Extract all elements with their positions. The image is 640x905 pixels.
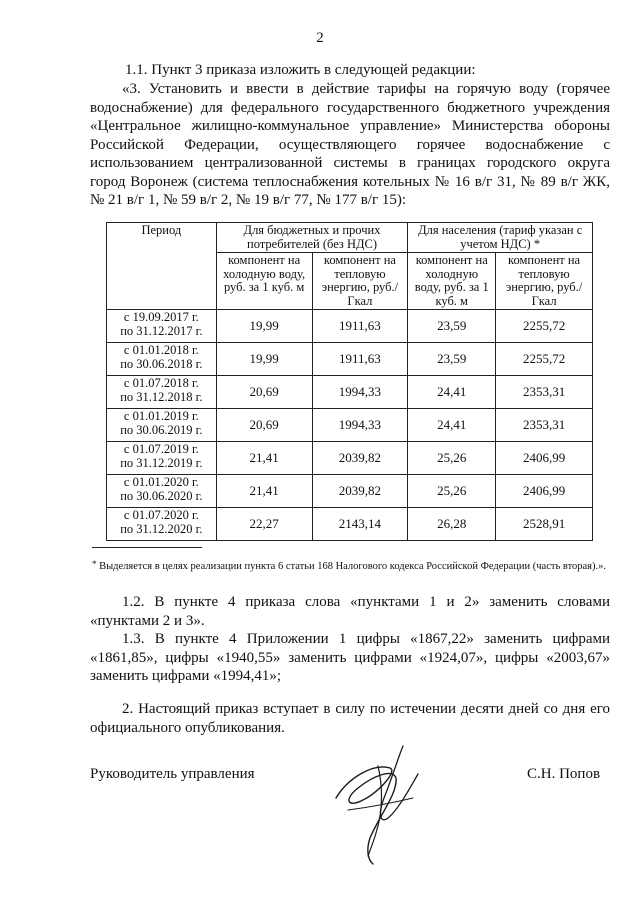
heat-population-cell: 2528,91 — [496, 508, 593, 541]
paragraph-3-text — [90, 80, 610, 210]
header-heat-population: компонент на тепловую энергию, руб./Гкал — [496, 253, 593, 310]
paragraph-1-1: 1.1. Пункт 3 приказа изложить в следующей редакции: — [125, 62, 476, 78]
heat-budget-cell: 1994,33 — [312, 409, 408, 442]
paragraph-1-3-line: 1.3. В пункте 4 Приложении 1 цифры «1867,22» заменить цифрами — [122, 631, 610, 647]
table-row — [107, 343, 593, 376]
period-start: с 01.01.2018 г. — [123, 343, 199, 357]
paragraph-3-line: «Центральное жилищно-коммунальное управление» Министерства обороны — [90, 118, 610, 134]
heat-budget-cell: 1994,33 — [312, 376, 408, 409]
heat-budget-cell: 2039,82 — [312, 442, 408, 475]
paragraph-1-3-line: «1861,85», цифры «1940,55» заменить цифрами «1924,07», цифры «2003,67» — [90, 649, 610, 666]
heat-budget-cell: 1911,63 — [312, 310, 408, 343]
paragraph-3-line: № 21 в/г 1, № 59 в/г 2, № 19 в/г 77, № 177 в/г 15): — [90, 192, 407, 208]
heat-population-cell: 2353,31 — [496, 376, 593, 409]
cold-budget-cell: 20,69 — [216, 409, 312, 442]
tariff-table — [106, 222, 593, 541]
cold-population-cell: 26,28 — [408, 508, 496, 541]
period-cell — [107, 409, 217, 442]
period-start: с 01.07.2018 г. — [123, 376, 199, 390]
footnote-divider — [92, 547, 202, 548]
period-start: с 01.01.2019 г. — [123, 409, 199, 423]
cold-population-cell: 23,59 — [408, 343, 496, 376]
table-row — [107, 442, 593, 475]
period-cell — [107, 310, 217, 343]
period-cell — [107, 475, 217, 508]
paragraph-3-line: «3. Установить и ввести в действие тарифы на горячую воду (горячее — [122, 81, 610, 97]
paragraph-3-line: водоснабжение) для федерального государственного бюджетного учреждения — [90, 99, 610, 116]
cold-population-cell: 23,59 — [408, 310, 496, 343]
cold-population-cell: 24,41 — [408, 376, 496, 409]
paragraph-2-line: 2. Настоящий приказ вступает в силу по истечении десяти дней со дня его — [122, 701, 610, 717]
period-end: по 30.06.2019 г. — [120, 422, 203, 437]
heat-population-cell: 2255,72 — [496, 310, 593, 343]
period-cell — [107, 442, 217, 475]
signatory-name: С.Н. Попов — [527, 766, 601, 782]
paragraph-2-line: официального опубликования. — [90, 719, 285, 736]
period-end: по 31.12.2020 г. — [120, 521, 203, 536]
heat-budget-cell: 2039,82 — [312, 475, 408, 508]
cold-budget-cell: 20,69 — [216, 376, 312, 409]
header-cold-budget: компонент на холодную воду, руб. за 1 куб. м — [216, 253, 312, 310]
header-budget-group: Для бюджетных и прочих потребителей (без НДС) — [216, 223, 408, 253]
period-end: по 31.12.2018 г. — [120, 389, 203, 404]
signatory-title: Руководитель управления — [90, 766, 255, 782]
period-end: по 31.12.2017 г. — [120, 323, 203, 338]
handwritten-signature — [318, 738, 428, 868]
cold-population-cell: 25,26 — [408, 442, 496, 475]
footnote-text: Выделяется в целях реализации пункта 6 статьи 168 Налогового кодекса Российской Федерации (часть вторая).». — [99, 561, 607, 572]
paragraph-3-line: город Воронеж (система теплоснабжения котельных № 16 в/г 31, № 89 в/г ЖК, — [90, 173, 610, 190]
period-end: по 31.12.2019 г. — [120, 455, 203, 470]
paragraph-1-3 — [90, 630, 610, 686]
cold-budget-cell: 21,41 — [216, 475, 312, 508]
paragraph-1-3-line: заменить цифрами «1994,41»; — [90, 668, 282, 684]
heat-population-cell: 2406,99 — [496, 442, 593, 475]
cold-population-cell: 25,26 — [408, 475, 496, 508]
cold-population-cell: 24,41 — [408, 409, 496, 442]
heat-budget-cell: 2143,14 — [312, 508, 408, 541]
heat-population-cell: 2353,31 — [496, 409, 593, 442]
heat-population-cell: 2406,99 — [496, 475, 593, 508]
table-row — [107, 310, 593, 343]
table-row — [107, 376, 593, 409]
heat-budget-cell: 1911,63 — [312, 343, 408, 376]
heat-population-cell: 2255,72 — [496, 343, 593, 376]
table-header-row — [107, 223, 593, 253]
cold-budget-cell: 19,99 — [216, 343, 312, 376]
page-number: 2 — [316, 30, 324, 46]
footnote-mark: * — [92, 559, 97, 569]
header-heat-budget: компонент на тепловую энергию, руб./Гкал — [312, 253, 408, 310]
cold-budget-cell: 22,27 — [216, 508, 312, 541]
header-cold-population: компонент на холодную воду, руб. за 1 куб. м — [408, 253, 496, 310]
paragraph-1-2 — [90, 593, 610, 630]
period-start: с 01.07.2019 г. — [123, 442, 199, 456]
paragraph-1-2-line: «пунктами 2 и 3». — [90, 612, 205, 629]
period-cell — [107, 376, 217, 409]
header-population-group: Для населения (тариф указан с учетом НДС) * — [408, 223, 593, 253]
table-row — [107, 508, 593, 541]
period-start: с 19.09.2017 г. — [123, 310, 199, 324]
cold-budget-cell: 21,41 — [216, 442, 312, 475]
period-cell — [107, 508, 217, 541]
paragraph-2 — [90, 700, 610, 737]
paragraph-3-line: Российской Федерации, осуществляющего горячее водоснабжение с — [90, 136, 610, 153]
period-end: по 30.06.2018 г. — [120, 356, 203, 371]
period-start: с 01.07.2020 г. — [123, 508, 199, 522]
table-row — [107, 475, 593, 508]
header-period: Период — [107, 223, 217, 310]
period-start: с 01.01.2020 г. — [123, 475, 199, 489]
period-end: по 30.06.2020 г. — [120, 488, 203, 503]
paragraph-1-2-line: 1.2. В пункте 4 приказа слова «пунктами 1 и 2» заменить словами — [122, 594, 610, 610]
period-cell — [107, 343, 217, 376]
paragraph-3-line: использованием централизованной системы в границах городского округа — [90, 155, 610, 171]
footnote — [92, 557, 610, 574]
table-row — [107, 409, 593, 442]
cold-budget-cell: 19,99 — [216, 310, 312, 343]
